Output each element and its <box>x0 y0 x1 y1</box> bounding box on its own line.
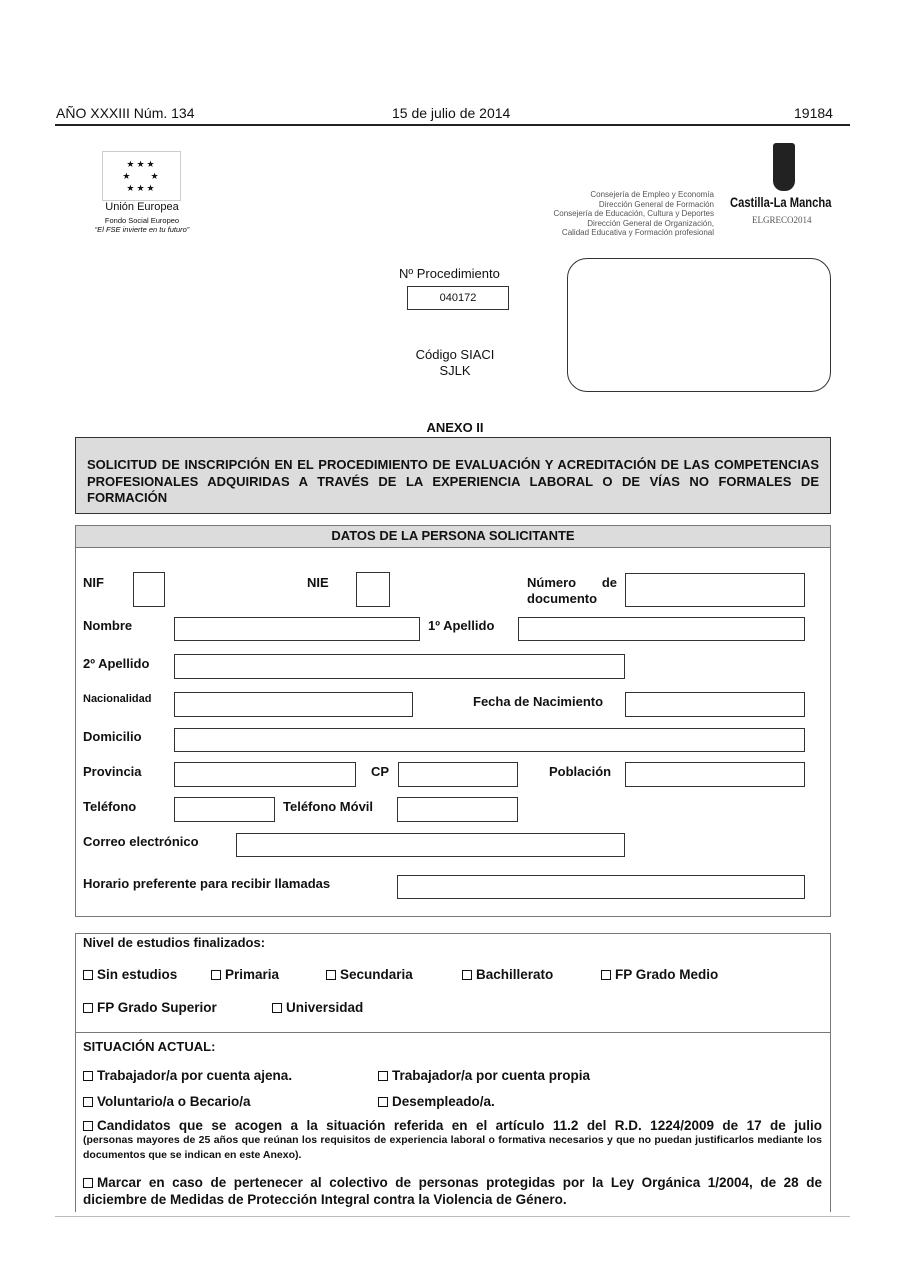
checkbox[interactable] <box>462 970 472 980</box>
page-number: 19184 <box>794 105 833 121</box>
option-label: Marcar en caso de pertenecer al colectivo de personas protegidas por la Ley Orgánica 1/2004, de 28 de diciembre de Medidas de Protección Integral contra la Violencia de Género. <box>83 1175 822 1207</box>
call-schedule-label: Horario preferente para recibir llamadas <box>83 876 331 891</box>
studies-option[interactable] <box>83 1000 217 1015</box>
department-line: Consejería de Educación, Cultura y Deportes <box>553 209 714 218</box>
domicilio-label: Domicilio <box>83 729 142 744</box>
procedure-label: Nº Procedimiento <box>399 266 500 281</box>
provincia-field[interactable] <box>174 762 356 787</box>
checkbox[interactable] <box>83 1003 93 1013</box>
option-label: Primaria <box>225 967 280 982</box>
checkbox[interactable] <box>211 970 221 980</box>
footer-rule <box>55 1216 850 1217</box>
option-label: FP Grado Superior <box>97 1000 217 1015</box>
cp-label: CP <box>371 764 390 779</box>
nombre-field[interactable] <box>174 617 420 641</box>
provincia-label: Provincia <box>83 764 142 779</box>
siaci-value: SJLK <box>439 363 471 378</box>
nif-field[interactable] <box>133 572 165 607</box>
telefono-label: Teléfono <box>83 799 137 814</box>
domicilio-field[interactable] <box>174 728 805 752</box>
option-label: FP Grado Medio <box>615 967 719 982</box>
studies-option[interactable] <box>211 967 279 982</box>
departments <box>500 190 714 238</box>
studies-option[interactable] <box>272 1000 363 1015</box>
checkbox[interactable] <box>83 1121 93 1131</box>
header-rule <box>55 124 850 126</box>
email-field[interactable] <box>236 833 625 857</box>
birthdate-field[interactable] <box>625 692 805 717</box>
nie-label: NIE <box>307 575 329 590</box>
clm-logo-text: Castilla-La Mancha <box>730 194 832 210</box>
movil-label: Teléfono Móvil <box>283 799 374 814</box>
studies-option[interactable] <box>462 967 553 982</box>
option-label: Trabajador/a por cuenta propia <box>392 1068 591 1083</box>
nif-label: NIF <box>83 575 104 590</box>
department-line: Dirección General de Organización, <box>587 218 714 228</box>
apellido1-field[interactable] <box>518 617 805 641</box>
checkbox[interactable] <box>83 970 93 980</box>
siaci-label: Código SIACI <box>415 347 495 362</box>
procedure-number: 040172 <box>407 286 509 310</box>
department-line: Calidad Educativa y Formación profesional <box>561 228 714 237</box>
situation-option[interactable] <box>83 1068 292 1083</box>
eu-fund: Fondo Social Europeo <box>104 216 180 225</box>
annex-label: ANEXO II <box>426 420 484 435</box>
form-title: SOLICITUD DE INSCRIPCIÓN EN EL PROCEDIMIENTO DE EVALUACIÓN Y ACREDITACIÓN DE LAS COMPETENCIAS PROFESIONALES ADQUIRIDAS A TRAVÉS DE LA EXPERIENCIA LABORAL O DE VÍAS NO FORMALES DE FORMACIÓN <box>75 437 831 514</box>
checkbox[interactable] <box>83 1178 93 1188</box>
option-label: Universidad <box>286 1000 364 1015</box>
option-label: Secundaria <box>340 967 413 982</box>
studies-option[interactable] <box>601 967 718 982</box>
studies-option[interactable] <box>83 967 177 982</box>
situation-option[interactable] <box>378 1068 590 1083</box>
applicant-heading: DATOS DE LA PERSONA SOLICITANTE <box>76 526 830 548</box>
candidates-note: (personas mayores de 25 años que reúnan los requisitos de experiencia laboral o formativa necesarios y que no puedan justificarlos mediante los documentos que se indican en este Anexo). <box>83 1134 822 1161</box>
checkbox[interactable] <box>83 1097 93 1107</box>
cp-field[interactable] <box>398 762 518 787</box>
poblacion-label: Población <box>549 764 612 779</box>
checkbox[interactable] <box>272 1003 282 1013</box>
checkbox[interactable] <box>326 970 336 980</box>
department-line: Dirección General de Formación <box>598 199 714 209</box>
issue-number: AÑO XXXIII Núm. 134 <box>56 105 195 121</box>
movil-field[interactable] <box>397 797 518 822</box>
nacionalidad-label: Nacionalidad <box>83 693 152 705</box>
violence-option[interactable] <box>83 1174 822 1208</box>
issue-date: 15 de julio de 2014 <box>392 105 511 121</box>
siaci-code <box>380 347 530 379</box>
eu-title: Unión Europea <box>105 201 179 213</box>
situation-option[interactable] <box>83 1094 251 1109</box>
studies-option[interactable] <box>326 967 413 982</box>
studies-heading: Nivel de estudios finalizados: <box>83 935 266 950</box>
eu-flag-icon: ★★★ ★ ★ ★★★ <box>102 151 181 201</box>
birthdate-label: Fecha de Nacimiento <box>473 694 604 709</box>
option-label: Bachillerato <box>476 967 554 982</box>
apellido2-label: 2º Apellido <box>83 656 150 671</box>
situation-option[interactable] <box>378 1094 495 1109</box>
apellido2-field[interactable] <box>174 654 625 679</box>
document-number-field[interactable] <box>625 573 805 607</box>
option-label: Voluntario/a o Becario/a <box>97 1094 251 1109</box>
clm-crest-icon <box>773 143 795 191</box>
option-label: Candidatos que se acogen a la situación referida en el artículo 11.2 del R.D. 1224/2009 de 17 de julio <box>97 1118 822 1133</box>
checkbox[interactable] <box>378 1097 388 1107</box>
greco-logo-text: ELGRECO2014 <box>752 215 812 225</box>
checkbox[interactable] <box>601 970 611 980</box>
option-label: Desempleado/a. <box>392 1094 495 1109</box>
poblacion-field[interactable] <box>625 762 805 787</box>
option-label: Trabajador/a por cuenta ajena. <box>97 1068 293 1083</box>
apellido1-label: 1º Apellido <box>428 618 495 633</box>
document-number-label: Número de documento <box>527 575 617 606</box>
email-label: Correo electrónico <box>83 834 199 849</box>
nie-field[interactable] <box>356 572 390 607</box>
situation-heading: SITUACIÓN ACTUAL: <box>83 1039 216 1054</box>
eu-motto: “El FSE invierte en tu futuro” <box>94 225 190 234</box>
telefono-field[interactable] <box>174 797 275 822</box>
candidates-option[interactable] <box>83 1118 822 1163</box>
nacionalidad-field[interactable] <box>174 692 413 717</box>
option-label: Sin estudios <box>97 967 178 982</box>
checkbox[interactable] <box>83 1071 93 1081</box>
registry-stamp-box <box>567 258 831 392</box>
department-line: Consejería de Empleo y Economía <box>590 190 714 199</box>
nombre-label: Nombre <box>83 618 133 633</box>
call-schedule-field[interactable] <box>397 875 805 899</box>
checkbox[interactable] <box>378 1071 388 1081</box>
